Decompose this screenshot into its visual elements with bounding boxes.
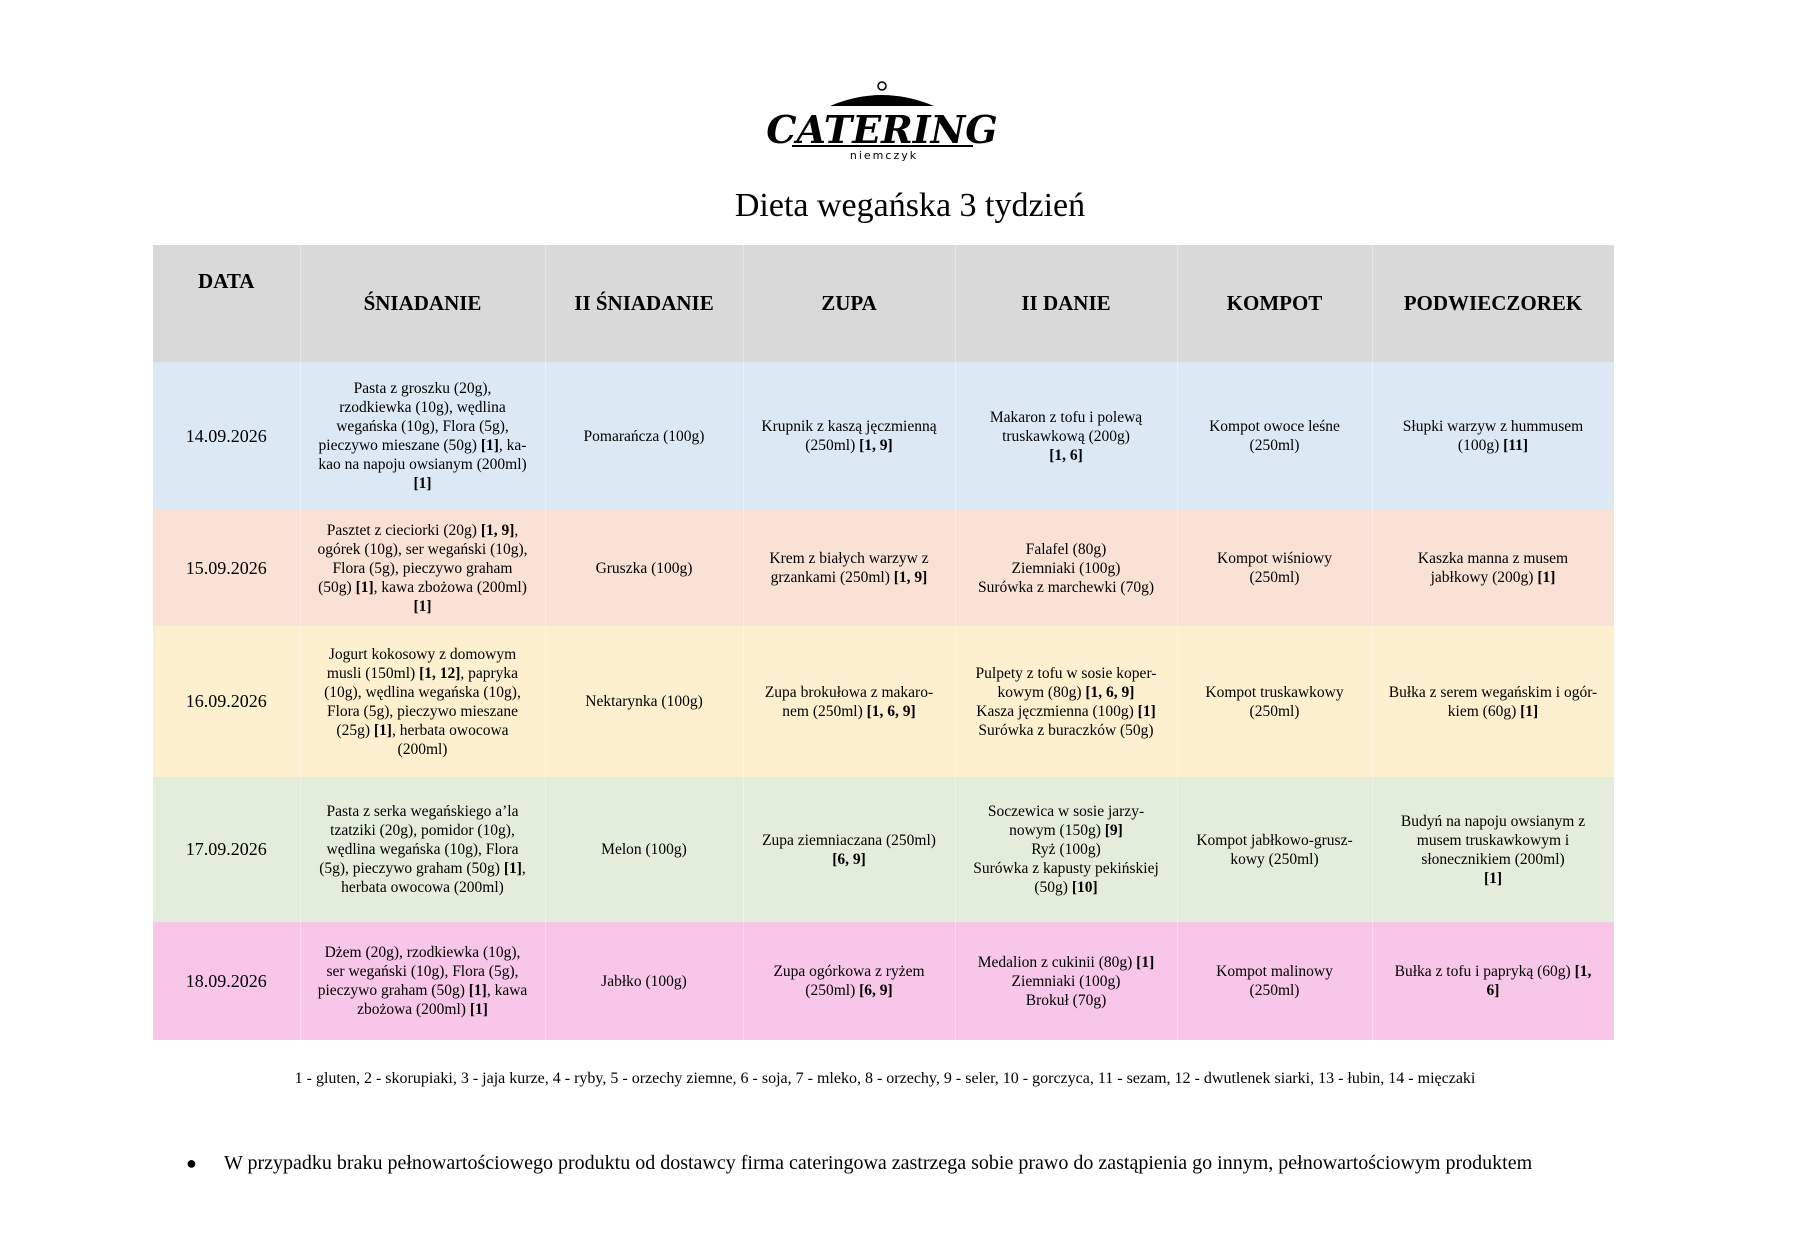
kompot-cell bbox=[1177, 362, 1372, 510]
dish-text: (250ml) bbox=[1249, 569, 1300, 586]
sniadanie-cell bbox=[300, 510, 545, 626]
dish-text: Ziemniaki (100g) bbox=[1011, 972, 1121, 990]
dish-text: Kompot malinowy bbox=[1216, 963, 1333, 980]
dish-text: (50g) bbox=[318, 578, 356, 596]
dish-text: (250ml) bbox=[805, 982, 860, 999]
table-row bbox=[153, 626, 1614, 777]
kompot-cell bbox=[1177, 510, 1372, 626]
date-cell: 15.09.2026 bbox=[153, 510, 300, 626]
dish-text: , herbata owocowa bbox=[391, 721, 509, 739]
dish-text: grzankami (250ml) bbox=[770, 569, 894, 586]
allergen-code: [1] bbox=[469, 1001, 488, 1018]
dish-text: Kaszka manna z musem bbox=[1417, 550, 1569, 567]
header-ii-danie: II DANIE bbox=[955, 245, 1177, 362]
date-cell: 16.09.2026 bbox=[153, 626, 300, 777]
dish-text: Brokuł (70g) bbox=[1025, 991, 1107, 1009]
ii-danie-cell bbox=[955, 922, 1177, 1040]
dish-text: Zupa brokułowa z makaro- bbox=[764, 683, 934, 701]
dish-text: Flora (5g), pieczywo mieszane bbox=[326, 702, 519, 720]
dish-text: (250ml) bbox=[805, 437, 860, 454]
kompot-cell bbox=[1177, 777, 1372, 922]
header-sniadanie: ŚNIADANIE bbox=[300, 245, 545, 362]
table-row bbox=[153, 510, 1614, 626]
dish-text: Zupa ogórkowa z ryżem bbox=[773, 963, 925, 980]
dish-text: Jabłko (100g) bbox=[601, 972, 687, 990]
dish-text: (250ml) bbox=[1249, 702, 1300, 720]
allergen-code: [1] bbox=[1137, 702, 1156, 720]
header-data: DATA bbox=[153, 245, 300, 362]
dish-text: Surówka z marchewki (70g) bbox=[977, 578, 1155, 596]
dish-text: (50g) bbox=[1034, 879, 1072, 896]
dish-text: musem truskawkowym i bbox=[1416, 831, 1570, 849]
zupa-cell bbox=[743, 922, 955, 1040]
dish-text: Melon (100g) bbox=[601, 841, 687, 858]
substitution-note bbox=[186, 1150, 1626, 1176]
allergen-code: [1, bbox=[1574, 963, 1592, 980]
dish-text: Surówka z kapusty pekińskiej bbox=[973, 860, 1159, 877]
allergen-code: [1, 9] bbox=[859, 437, 893, 454]
dish-text: Pasztet z cieciorki (20g) bbox=[326, 521, 481, 539]
catering-logo-graphic bbox=[766, 80, 998, 162]
table-row bbox=[153, 922, 1614, 1040]
dish-text: Medalion z cukinii (80g) bbox=[977, 953, 1137, 971]
dish-text: Pasta z groszku (20g), bbox=[353, 380, 492, 397]
dish-text: (5g), pieczywo graham (50g) bbox=[319, 860, 504, 877]
kompot-cell bbox=[1177, 922, 1372, 1040]
page-title: Dieta wegańska 3 tydzień bbox=[734, 187, 1086, 224]
ii-sniadanie-cell bbox=[545, 626, 743, 777]
sniadanie-cell bbox=[300, 362, 545, 510]
dish-text: Pomarańcza (100g) bbox=[583, 427, 705, 445]
dish-text: kiem (60g) bbox=[1447, 702, 1521, 720]
allergen-code: 6] bbox=[1486, 982, 1500, 999]
allergen-code: [1] bbox=[355, 578, 374, 596]
table-row bbox=[153, 362, 1614, 510]
date-cell: 17.09.2026 bbox=[153, 777, 300, 922]
allergen-code: [1, 9] bbox=[480, 521, 515, 539]
dish-text: , bbox=[521, 860, 526, 877]
dish-text: (200ml) bbox=[397, 740, 448, 758]
dish-text: (100g) bbox=[1457, 437, 1504, 454]
dish-text: Falafel (80g) bbox=[1025, 540, 1107, 558]
allergen-code: [1] bbox=[468, 982, 487, 999]
dish-text: , papryka bbox=[460, 664, 519, 682]
header-zupa: ZUPA bbox=[743, 245, 955, 362]
allergen-code: [10] bbox=[1071, 879, 1098, 896]
svg-text:CATERING: CATERING bbox=[766, 107, 998, 152]
dish-text: jabłkowy (200g) bbox=[1430, 569, 1538, 586]
dish-text: Krem z białych warzyw z bbox=[769, 550, 929, 567]
allergen-code: [6, 9] bbox=[832, 850, 866, 868]
dish-text: , bbox=[514, 521, 519, 539]
podwieczorek-cell bbox=[1372, 362, 1614, 510]
dish-text: pieczywo graham (50g) bbox=[317, 982, 469, 999]
dish-text: Gruszka (100g) bbox=[595, 559, 693, 577]
dish-text: ser wegański (10g), Flora (5g), bbox=[326, 963, 519, 980]
allergen-code: [1, 6, 9] bbox=[1085, 683, 1135, 701]
dish-text: Flora (5g), pieczywo graham bbox=[332, 559, 513, 577]
podwieczorek-cell bbox=[1372, 777, 1614, 922]
ii-danie-cell bbox=[955, 626, 1177, 777]
allergen-code: [1, 12] bbox=[419, 664, 461, 682]
allergen-code: [1, 6, 9] bbox=[866, 702, 916, 720]
podwieczorek-cell bbox=[1372, 922, 1614, 1040]
allergen-code: [9] bbox=[1104, 822, 1123, 839]
allergen-code: [1] bbox=[413, 597, 432, 615]
ii-sniadanie-cell bbox=[545, 510, 743, 626]
dish-text: Bułka z serem wegańskim i ogór- bbox=[1388, 683, 1598, 701]
ii-sniadanie-cell bbox=[545, 922, 743, 1040]
dish-text: (250ml) bbox=[1249, 982, 1300, 999]
dish-text: Kasza jęczmienna (100g) bbox=[976, 702, 1138, 720]
allergen-code: [1, 6] bbox=[1049, 446, 1083, 464]
allergen-code: [1] bbox=[1136, 953, 1155, 971]
allergen-code: [1] bbox=[480, 437, 499, 454]
zupa-cell bbox=[743, 510, 955, 626]
dish-text: Jogurt kokosowy z domowym bbox=[328, 645, 517, 663]
podwieczorek-cell bbox=[1372, 510, 1614, 626]
date-cell: 14.09.2026 bbox=[153, 362, 300, 510]
dish-text: nem (250ml) bbox=[782, 702, 867, 720]
table-header-row bbox=[153, 245, 1614, 362]
dish-text: kowym (80g) bbox=[997, 683, 1086, 701]
header-kompot: KOMPOT bbox=[1177, 245, 1372, 362]
dish-text: Ryż (100g) bbox=[1031, 841, 1101, 858]
dish-text: Zupa ziemniaczana (250ml) bbox=[762, 831, 936, 849]
dish-text: Dżem (20g), rzodkiewka (10g), bbox=[324, 944, 521, 961]
sniadanie-cell bbox=[300, 777, 545, 922]
dish-text: Soczewica w sosie jarzy- bbox=[987, 803, 1145, 820]
dish-text: (10g), wędlina wegańska (10g), bbox=[324, 683, 521, 701]
dish-text: zbożowa (200ml) bbox=[357, 1001, 470, 1018]
ii-danie-cell bbox=[955, 510, 1177, 626]
dish-text: Surówka z buraczków (50g) bbox=[978, 721, 1154, 739]
bullet-icon: ● bbox=[186, 1153, 197, 1173]
dish-text: tzatziki (20g), pomidor (10g), bbox=[330, 822, 515, 839]
allergen-code: [1] bbox=[1520, 702, 1539, 720]
ii-danie-cell bbox=[955, 777, 1177, 922]
svg-text:niemczyk: niemczyk bbox=[849, 149, 919, 162]
dish-text: Makaron z tofu i polewą bbox=[989, 408, 1143, 426]
dish-text: , ka- bbox=[498, 437, 527, 454]
allergen-code: [1] bbox=[503, 860, 522, 877]
podwieczorek-cell bbox=[1372, 626, 1614, 777]
dish-text: rzodkiewka (10g), wędlina bbox=[339, 399, 506, 416]
dish-text: kao na napoju owsianym (200ml) bbox=[318, 456, 527, 473]
zupa-cell bbox=[743, 777, 955, 922]
dish-text: musli (150ml) bbox=[326, 664, 420, 682]
header-ii-sniadanie: II ŚNIADANIE bbox=[545, 245, 743, 362]
ii-danie-cell bbox=[955, 362, 1177, 510]
dish-text: truskawkową (200g) bbox=[1002, 427, 1130, 445]
dish-text: , kawa bbox=[486, 982, 528, 999]
sniadanie-cell bbox=[300, 922, 545, 1040]
dish-text: Krupnik z kaszą jęczmienną bbox=[761, 418, 937, 435]
table-row bbox=[153, 777, 1614, 922]
ii-sniadanie-cell bbox=[545, 362, 743, 510]
dish-text: ogórek (10g), ser wegański (10g), bbox=[317, 540, 528, 558]
dish-text: pieczywo mieszane (50g) bbox=[318, 437, 481, 454]
sniadanie-cell bbox=[300, 626, 545, 777]
header-podwieczorek: PODWIECZOREK bbox=[1372, 245, 1614, 362]
dish-text: nowym (150g) bbox=[1009, 822, 1105, 839]
dish-text: Bułka z tofu i papryką (60g) bbox=[1394, 963, 1575, 980]
dish-text: słonecznikiem (200ml) bbox=[1421, 850, 1565, 868]
dish-text: (25g) bbox=[336, 721, 374, 739]
allergen-code: [1] bbox=[1483, 869, 1503, 887]
dish-text: , kawa zbożowa (200ml) bbox=[373, 578, 527, 596]
allergen-code: [6, 9] bbox=[859, 982, 893, 999]
dish-text: Pasta z serka wegańskiego a’la bbox=[326, 803, 519, 820]
zupa-cell bbox=[743, 362, 955, 510]
kompot-cell bbox=[1177, 626, 1372, 777]
dish-text: Kompot jabłkowo-grusz- bbox=[1196, 831, 1353, 849]
zupa-cell bbox=[743, 626, 955, 777]
dish-text: Ziemniaki (100g) bbox=[1011, 559, 1121, 577]
menu-table bbox=[153, 245, 1615, 1040]
dish-text: wędlina wegańska (10g), Flora bbox=[326, 841, 519, 858]
catering-logo bbox=[766, 80, 998, 162]
dish-text: herbata owocowa (200ml) bbox=[341, 879, 504, 896]
date-cell: 18.09.2026 bbox=[153, 922, 300, 1040]
dish-text: Słupki warzyw z hummusem bbox=[1402, 418, 1584, 435]
allergen-code: [11] bbox=[1503, 437, 1529, 454]
dish-text: Kompot owoce leśne bbox=[1209, 418, 1340, 435]
dish-text: Nektarynka (100g) bbox=[585, 693, 703, 710]
allergen-code: [1] bbox=[413, 475, 432, 492]
allergen-legend: 1 - gluten, 2 - skorupiaki, 3 - jaja kurze, 4 - ryby, 5 - orzechy ziemne, 6 - soja, 7 - mleko, 8 - orzechy, 9 - seler, 10 - gorczyca, 11 - sezam, 12 - dwutlenek siarki, 13 - łubin, 14 - mięczaki bbox=[294, 1070, 1476, 1087]
dish-text: kowy (250ml) bbox=[1230, 850, 1319, 868]
note-text: W przypadku braku pełnowartościowego produktu od dostawcy firma cateringowa zastrzega sobie prawo do zastąpienia go innym, pełnowartościowym produktem bbox=[224, 1152, 1533, 1174]
dish-text: Budyń na napoju owsianym z bbox=[1400, 812, 1586, 830]
allergen-code: [1, 9] bbox=[893, 569, 928, 586]
dish-text: Kompot wiśniowy bbox=[1217, 550, 1332, 567]
dish-text: (250ml) bbox=[1249, 437, 1300, 454]
dish-text: wegańska (10g), Flora (5g), bbox=[336, 418, 509, 435]
ii-sniadanie-cell bbox=[545, 777, 743, 922]
dish-text: Pulpety z tofu w sosie koper- bbox=[975, 664, 1157, 682]
allergen-code: [1] bbox=[1537, 569, 1556, 586]
allergen-code: [1] bbox=[373, 721, 392, 739]
dish-text: Kompot truskawkowy bbox=[1205, 683, 1344, 701]
